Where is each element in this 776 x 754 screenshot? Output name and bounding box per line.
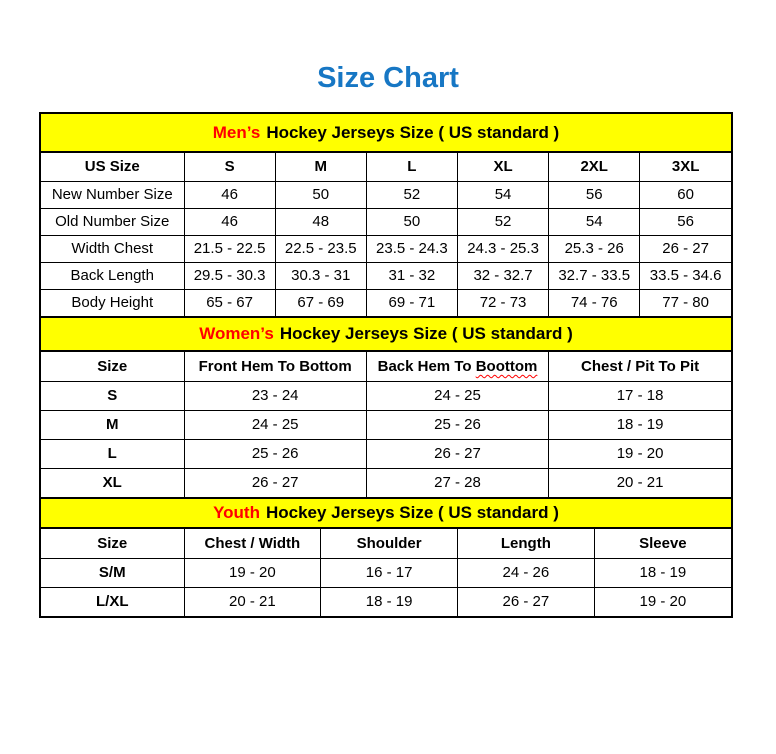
mens-banner-highlight: Men’s bbox=[212, 122, 261, 142]
size-value-cell: 25.3 - 26 bbox=[549, 235, 640, 262]
column-header-length: Length bbox=[458, 529, 595, 558]
size-value-cell: 20 - 21 bbox=[549, 468, 731, 497]
size-value-cell: 18 - 19 bbox=[549, 410, 731, 439]
table-row-womens-s bbox=[41, 381, 731, 410]
size-value-cell: 19 - 20 bbox=[549, 439, 731, 468]
size-value-cell: 32 - 32.7 bbox=[457, 262, 548, 289]
youth-banner-highlight: Youth bbox=[213, 503, 260, 522]
table-row-womens-l bbox=[41, 439, 731, 468]
size-value-cell: 19 - 20 bbox=[184, 558, 321, 587]
column-header-us-size: US Size bbox=[41, 153, 184, 181]
size-value-cell: 17 - 18 bbox=[549, 381, 731, 410]
column-header-sleeve: Sleeve bbox=[594, 529, 731, 558]
table-row-new-number-size bbox=[41, 181, 731, 208]
row-label: Body Height bbox=[41, 289, 184, 316]
size-value-cell: 29.5 - 30.3 bbox=[184, 262, 275, 289]
column-header-front-hem: Front Hem To Bottom bbox=[184, 352, 366, 381]
womens-header-row bbox=[41, 352, 731, 381]
size-value-cell: 30.3 - 31 bbox=[275, 262, 366, 289]
size-value-cell: 24 - 25 bbox=[184, 410, 366, 439]
column-header-l: L bbox=[366, 153, 457, 181]
table-row-youth-sm bbox=[41, 558, 731, 587]
row-label: XL bbox=[41, 468, 184, 497]
column-header-chest-pit: Chest / Pit To Pit bbox=[549, 352, 731, 381]
back-hem-misspelled-word: Boottom bbox=[475, 357, 538, 375]
size-value-cell: 26 - 27 bbox=[184, 468, 366, 497]
row-label: L/XL bbox=[41, 587, 184, 616]
size-value-cell: 56 bbox=[549, 181, 640, 208]
table-row-womens-m bbox=[41, 410, 731, 439]
size-value-cell: 18 - 19 bbox=[321, 587, 458, 616]
size-value-cell: 27 - 28 bbox=[366, 468, 548, 497]
womens-section-banner bbox=[41, 316, 731, 352]
column-header-3xl: 3XL bbox=[640, 153, 731, 181]
size-value-cell: 16 - 17 bbox=[321, 558, 458, 587]
size-value-cell: 24.3 - 25.3 bbox=[457, 235, 548, 262]
mens-size-table bbox=[41, 153, 731, 316]
size-value-cell: 65 - 67 bbox=[184, 289, 275, 316]
row-label: L bbox=[41, 439, 184, 468]
table-row-womens-xl bbox=[41, 468, 731, 497]
size-value-cell: 19 - 20 bbox=[594, 587, 731, 616]
size-value-cell: 50 bbox=[366, 208, 457, 235]
size-value-cell: 24 - 26 bbox=[458, 558, 595, 587]
column-header-m: M bbox=[275, 153, 366, 181]
column-header-xl: XL bbox=[457, 153, 548, 181]
column-header-s: S bbox=[184, 153, 275, 181]
youth-header-row bbox=[41, 529, 731, 558]
row-label: New Number Size bbox=[41, 181, 184, 208]
size-value-cell: 46 bbox=[184, 181, 275, 208]
youth-banner-text: Hockey Jerseys Size ( US standard ) bbox=[265, 503, 559, 522]
size-value-cell: 67 - 69 bbox=[275, 289, 366, 316]
table-row-youth-lxl bbox=[41, 587, 731, 616]
column-header-chest-width: Chest / Width bbox=[184, 529, 321, 558]
size-value-cell: 23 - 24 bbox=[184, 381, 366, 410]
size-value-cell: 69 - 71 bbox=[366, 289, 457, 316]
size-value-cell: 54 bbox=[457, 181, 548, 208]
size-value-cell: 33.5 - 34.6 bbox=[640, 262, 731, 289]
youth-section-banner bbox=[41, 497, 731, 529]
size-value-cell: 72 - 73 bbox=[457, 289, 548, 316]
size-value-cell: 26 - 27 bbox=[366, 439, 548, 468]
row-label: Old Number Size bbox=[41, 208, 184, 235]
womens-banner-text: Hockey Jerseys Size ( US standard ) bbox=[279, 324, 573, 343]
size-value-cell: 22.5 - 23.5 bbox=[275, 235, 366, 262]
size-value-cell: 24 - 25 bbox=[366, 381, 548, 410]
row-label: Width Chest bbox=[41, 235, 184, 262]
table-row-old-number-size bbox=[41, 208, 731, 235]
size-value-cell: 52 bbox=[366, 181, 457, 208]
size-value-cell: 52 bbox=[457, 208, 548, 235]
size-value-cell: 74 - 76 bbox=[549, 289, 640, 316]
size-value-cell: 21.5 - 22.5 bbox=[184, 235, 275, 262]
size-value-cell: 31 - 32 bbox=[366, 262, 457, 289]
row-label: Back Length bbox=[41, 262, 184, 289]
back-hem-label-prefix: Back Hem To bbox=[377, 357, 476, 375]
row-label: S bbox=[41, 381, 184, 410]
column-header-shoulder: Shoulder bbox=[321, 529, 458, 558]
table-row-back-length bbox=[41, 262, 731, 289]
size-value-cell: 60 bbox=[640, 181, 731, 208]
size-value-cell: 32.7 - 33.5 bbox=[549, 262, 640, 289]
column-header-size: Size bbox=[41, 529, 184, 558]
size-value-cell: 46 bbox=[184, 208, 275, 235]
womens-size-table bbox=[41, 352, 731, 497]
size-value-cell: 56 bbox=[640, 208, 731, 235]
size-value-cell: 26 - 27 bbox=[458, 587, 595, 616]
column-header-size: Size bbox=[41, 352, 184, 381]
size-value-cell: 25 - 26 bbox=[184, 439, 366, 468]
table-row-width-chest bbox=[41, 235, 731, 262]
womens-banner-highlight: Women’s bbox=[199, 324, 274, 343]
size-value-cell: 26 - 27 bbox=[640, 235, 731, 262]
size-value-cell: 23.5 - 24.3 bbox=[366, 235, 457, 262]
size-value-cell: 48 bbox=[275, 208, 366, 235]
table-row-body-height bbox=[41, 289, 731, 316]
size-value-cell: 25 - 26 bbox=[366, 410, 548, 439]
row-label: S/M bbox=[41, 558, 184, 587]
size-value-cell: 77 - 80 bbox=[640, 289, 731, 316]
mens-banner-text: Hockey Jerseys Size ( US standard ) bbox=[266, 122, 560, 142]
size-value-cell: 18 - 19 bbox=[594, 558, 731, 587]
size-value-cell: 54 bbox=[549, 208, 640, 235]
size-value-cell: 50 bbox=[275, 181, 366, 208]
row-label: M bbox=[41, 410, 184, 439]
mens-section-banner bbox=[41, 114, 731, 153]
mens-header-row bbox=[41, 153, 731, 181]
size-chart bbox=[39, 112, 733, 618]
youth-size-table bbox=[41, 529, 731, 616]
page-title: Size Chart bbox=[317, 62, 459, 94]
column-header-back-hem bbox=[366, 352, 548, 381]
column-header-2xl: 2XL bbox=[549, 153, 640, 181]
size-value-cell: 20 - 21 bbox=[184, 587, 321, 616]
